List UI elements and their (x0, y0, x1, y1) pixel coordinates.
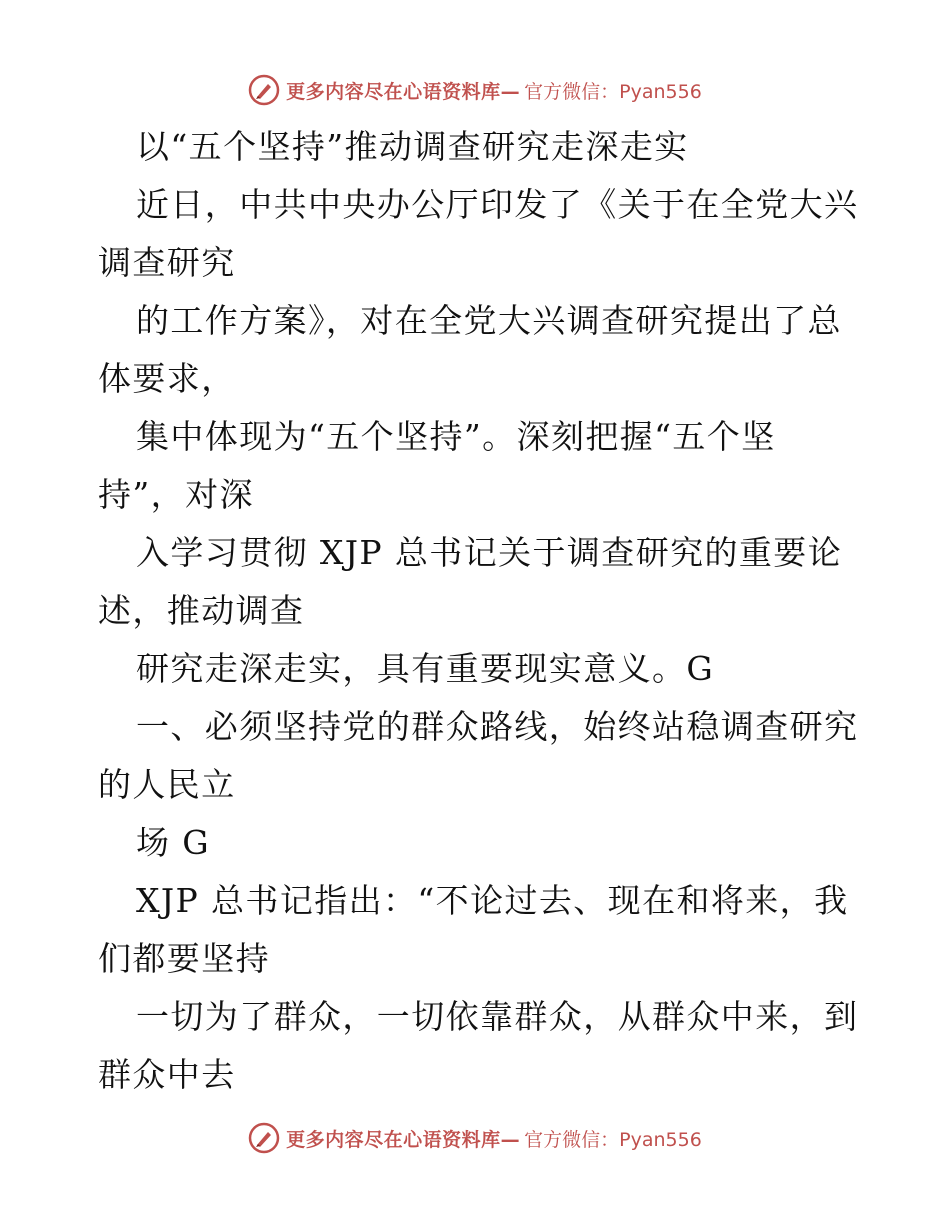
text-line: 群众中去 (98, 1055, 236, 1094)
document-title: 以“五个坚持”推动调查研究走深走实 (136, 127, 689, 166)
watermark-contact: 官方微信：Pyan556 (524, 1128, 702, 1151)
section-heading-continued: 的人民立 (98, 765, 236, 804)
text-line: 入学习贯彻 XJP 总书记关于调查研究的重要论 (136, 533, 843, 572)
pen-logo-icon (248, 1122, 280, 1154)
watermark-contact: 官方微信：Pyan556 (524, 80, 702, 103)
section-heading-continued: 场 G (136, 823, 211, 862)
text-line: 持”，对深 (98, 475, 254, 514)
watermark-text: 更多内容尽在心语资料库— (286, 80, 521, 103)
pen-logo-icon (248, 74, 280, 106)
section-heading: 一、必须坚持党的群众路线，始终站稳调查研究 (136, 707, 859, 746)
document-body (98, 118, 858, 1104)
watermark-text: 更多内容尽在心语资料库— (286, 1128, 521, 1151)
text-line: 集中体现为“五个坚持”。深刻把握“五个坚 (136, 417, 776, 456)
header-watermark (0, 72, 950, 108)
text-line: 体要求， (98, 359, 236, 398)
text-line: 一切为了群众，一切依靠群众，从群众中来，到 (136, 997, 859, 1036)
text-line: 们都要坚持 (98, 939, 270, 978)
text-line: XJP 总书记指出：“不论过去、现在和将来，我 (136, 881, 849, 920)
text-line: 研究走深走实，具有重要现实意义。G (136, 649, 715, 688)
text-line: 述，推动调查 (98, 591, 305, 630)
text-line: 的工作方案》，对在全党大兴调查研究提出了总 (136, 301, 842, 340)
text-line: 近日，中共中央办公厅印发了《关于在全党大兴 (136, 185, 859, 224)
footer-watermark (0, 1120, 950, 1156)
text-line: 调查研究 (98, 243, 236, 282)
